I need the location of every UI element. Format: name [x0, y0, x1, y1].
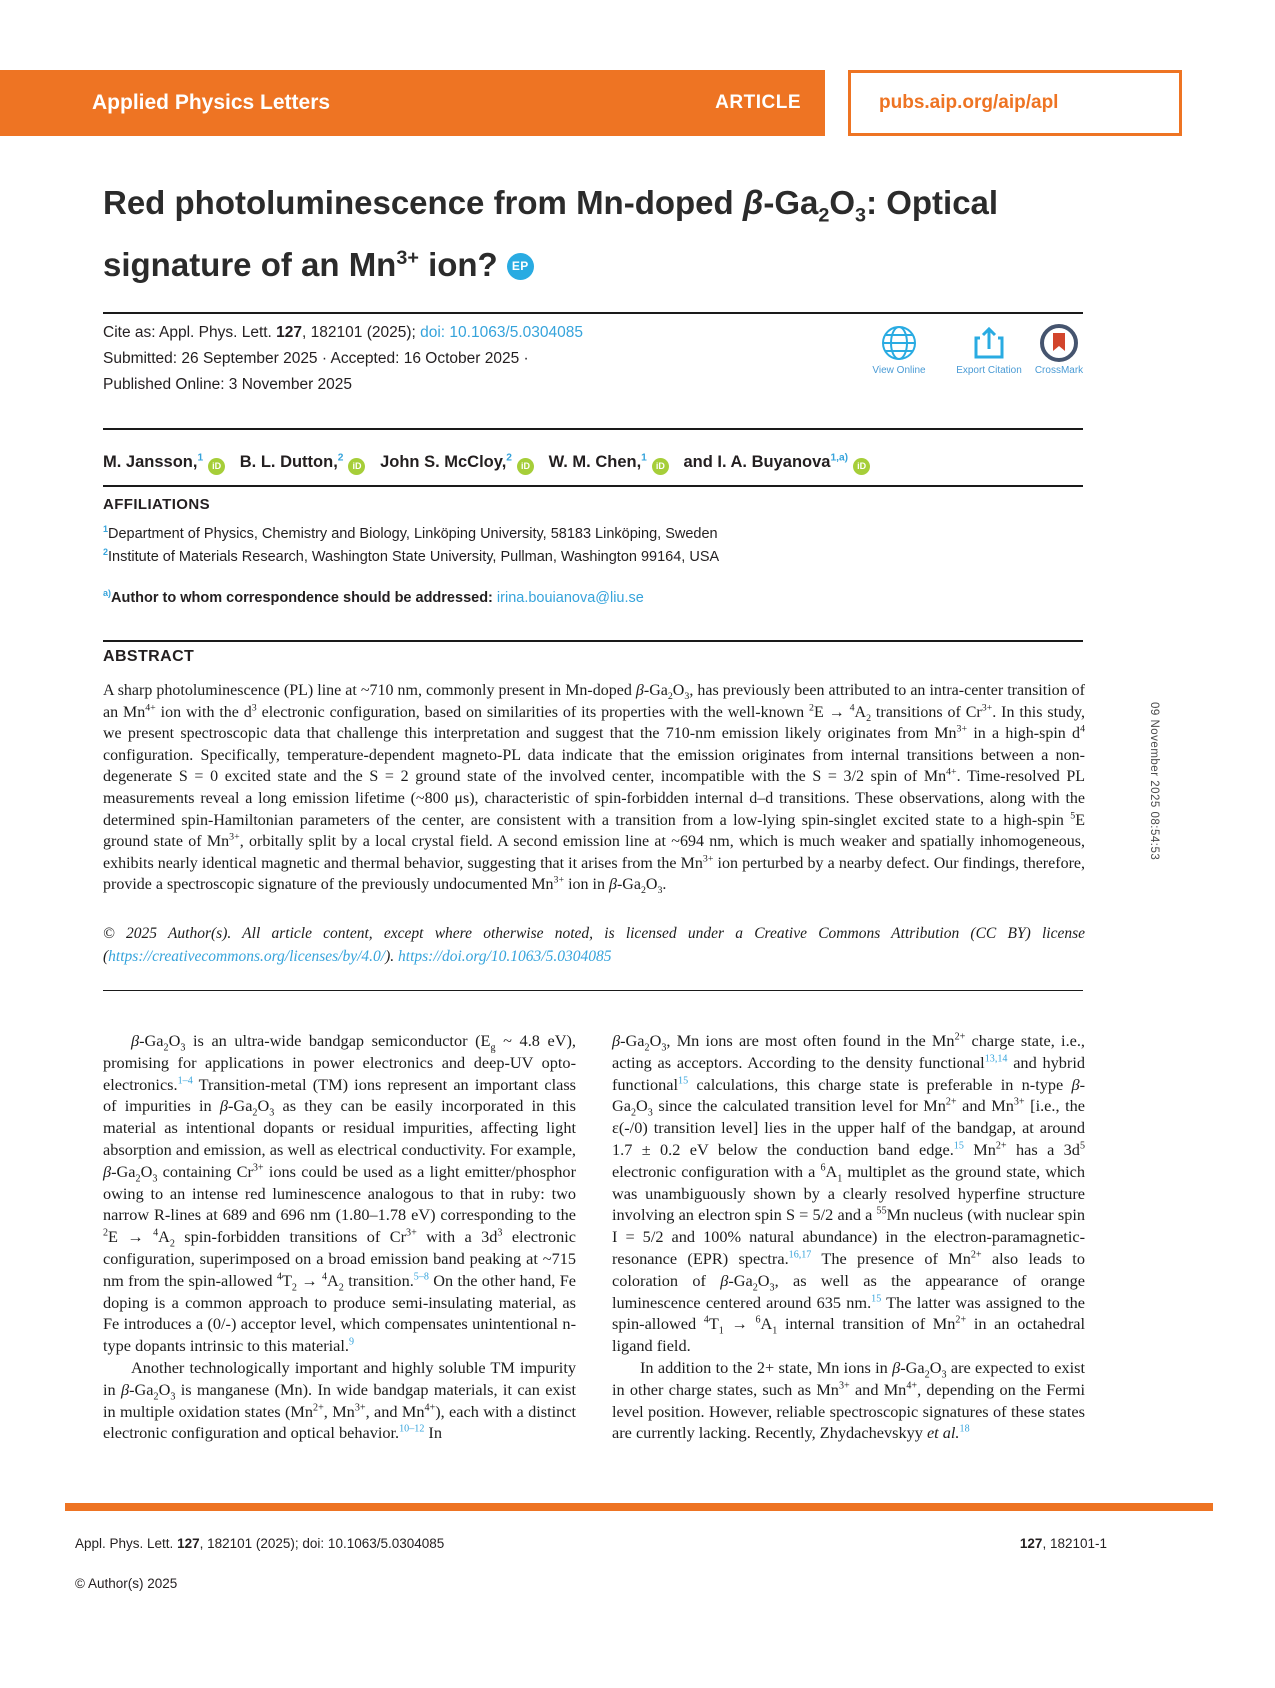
ep-badge-icon[interactable]: EP: [507, 253, 534, 280]
orcid-icon[interactable]: [652, 458, 669, 475]
view-online-label: View Online: [872, 365, 926, 376]
orcid-icon[interactable]: [208, 458, 225, 475]
journal-banner: [0, 70, 825, 136]
affiliations-heading: AFFILIATIONS: [103, 496, 211, 513]
email-link[interactable]: irina.bouianova@liu.se: [496, 590, 644, 606]
author-name: John S. McCloy,$^2$: [380, 452, 512, 471]
author-name: W. M. Chen,$^1$: [548, 452, 647, 471]
crossmark-label: CrossMark: [1034, 365, 1084, 376]
crossmark-button[interactable]: [1026, 324, 1092, 376]
article-type-label: ARTICLE: [715, 92, 801, 113]
license-text: © 2025 Author(s). All article content, except where otherwise noted, is licensed under a Creative Commons Attribution (CC BY) license (https://creativecommons.org/licenses/by/4.0/). https://doi.org/10.1063/5.0304085: [103, 925, 1085, 965]
download-timestamp: 09 November 2025 08:54:53: [1148, 702, 1160, 861]
author-name: and I. A. Buyanova$^{1,a)}$: [683, 452, 849, 471]
divider: [103, 485, 1083, 487]
view-online-button[interactable]: [858, 324, 940, 376]
doi-link[interactable]: doi: 10.1063/5.0304085: [420, 324, 584, 341]
publisher-url-box: [848, 70, 1182, 136]
author-name: M. Jansson,$^1$: [103, 452, 204, 471]
affiliation-item: $^1$Department of Physics, Chemistry and Biology, Linköping University, 58183 Linköping, Sweden: [103, 524, 718, 542]
body-paragraph: $\beta-Ga_2O_3$ is an ultra-wide bandgap semiconductor ($E_g$ ~ 4.8 eV), promising for applications in power electronics and deep-UV opto-electronics.$^{1-4}$ Transition-metal (TM) ions represent an important class of impurities in $\beta-Ga_2O_3$ as they can be easily incorporated in this material as intentional dopants or residual impurities, affecting light absorption and emission, as well as electrical conductivity. For example, $\beta-Ga_2O_3$ containing $Cr^{3+}$ ions could be used as a light emitter/phosphor owing to an intense red luminescence analogous to that in ruby: two narrow R-lines at 689 and 696 nm (1.80–1.78 eV) corresponding to the $^2E \to ^4A_2$ spin-forbidden transitions of $Cr^{3+}$ with a $3d^3$ electronic configuration, superimposed on a broad emission band peaking at ~715 nm from the spin-allowed $^4T_2 \to ^4A_2$ transition.$^{5-8}$ On the other hand, Fe doping is a common approach to produce semi-insulating material, as Fe introduces a (0/-) acceptor level, which compensates unintentional n-type dopants intrinsic to this material.$^9$: [103, 1031, 577, 1356]
body-paragraph: In addition to the 2+ state, Mn ions in $\beta-Ga_2O_3$ are expected to exist in other charge states, such as $Mn^{3+}$ and $Mn^{4+}$, depending on the Fermi level position. However, reliable spectroscopic signatures of these states are currently lacking. Recently, Zhydachevskyy et al.$^{18}$: [612, 1357, 1086, 1443]
article-body: [103, 1030, 1085, 1444]
affiliation-item: $^2$Institute of Materials Research, Washington State University, Pullman, Washington 99164, USA: [103, 547, 720, 565]
divider: [103, 428, 1083, 430]
export-icon: [970, 324, 1008, 362]
orcid-icon[interactable]: [853, 458, 870, 475]
cite-as-line: Cite as: Appl. Phys. Lett. 127, 182101 (2025); doi: 10.1063/5.0304085: [103, 324, 584, 341]
body-paragraph: $\beta-Ga_2O_3$, Mn ions are most often found in the $Mn^{2+}$ charge state, i.e., acting as acceptors. According to the density functional$^{13,14}$ and hybrid functional$^{15}$ calculations, this charge state is preferable in n-type $\beta-Ga_2O_3$ since the calculated transition level for $Mn^{2+}$ and $Mn^{3+}$ [i.e., the ε(-/0) transition level] lies in the upper half of the bandgap, at around 1.7 ± 0.2 eV below the conduction band edge.$^{15}$ $Mn^{2+}$ has a $3d^5$ electronic configuration with a $^6A_1$ multiplet as the ground state, which was unambiguously shown by a clearly resolved hyperfine structure involving an electron spin S = 5/2 and a $^{55}$Mn nucleus (with nuclear spin I = 5/2 and 100% natural abundance) in the electron-paramagnetic-resonance (EPR) spectra.$^{16,17}$ The presence of $Mn^{2+}$ also leads to coloration of $\beta-Ga_2O_3$, as well as the appearance of orange luminescence centered around 635 nm.$^{15}$ The latter was assigned to the spin-allowed $^4T_1 \to ^6A_1$ internal transition of $Mn^{2+}$ in an octahedral ligand field.: [612, 1031, 1086, 1356]
affiliations-list: [103, 523, 719, 569]
footer-page-number: 127, 182101-1: [1019, 1536, 1107, 1551]
doi-url-link[interactable]: https://doi.org/10.1063/5.0304085: [398, 948, 612, 965]
orcid-icon[interactable]: [517, 458, 534, 475]
crossmark-icon: [1040, 324, 1078, 362]
right-column: [612, 1030, 1085, 1444]
divider: [103, 312, 1083, 314]
publisher-url-link[interactable]: pubs.aip.org/aip/apl: [879, 92, 1059, 113]
divider: [103, 990, 1083, 991]
orcid-icon[interactable]: [348, 458, 365, 475]
author-name: B. L. Dutton,$^2$: [239, 452, 344, 471]
correspondence-note: $^{a)}$Author to whom correspondence should be addressed: irina.bouianova@liu.se: [103, 588, 644, 606]
title-text: Red photoluminescence from Mn-doped $\beta-Ga_2O_3$: Optical signature of an $Mn^{3+}$ ion?: [103, 184, 999, 283]
divider: [103, 640, 1083, 642]
abstract-heading: ABSTRACT: [103, 648, 195, 665]
footer-accent-bar: [65, 1503, 1213, 1511]
footer-copyright: © Author(s) 2025: [75, 1576, 178, 1591]
abstract-text: A sharp photoluminescence (PL) line at ~710 nm, commonly present in Mn-doped $\beta-Ga_2O_3$, has previously been attributed to an intra-center transition of an $Mn^{4+}$ ion with the $d^3$ electronic configuration, based on similarities of its properties with the well-known $^2E \to ^4A_2$ transitions of $Cr^{3+}$. In this study, we present spectroscopic data that challenge this interpretation and suggest that the 710-nm emission likely originates from $Mn^{3+}$ in a high-spin $d^4$ configuration. Specifically, temperature-dependent magneto-PL data indicate that the emission originates from internal transitions between a non-degenerate S = 0 excited state and the S = 2 ground state of the involved center, incompatible with the S = 3/2 spin of $Mn^{4+}$. Time-resolved PL measurements reveal a long emission lifetime (~800 μs), characteristic of spin-forbidden internal d–d transitions. These observations, along with the determined spin-Hamiltonian parameters of the center, are consistent with a transition from a low-lying spin-singlet excited state to a high-spin $^5$E ground state of $Mn^{3+}$, orbitally split by a local crystal field. A second emission line at ~694 nm, which is much weaker and spatially inhomogeneous, exhibits nearly identical magnetic and thermal behavior, suggesting that it arises from the $Mn^{3+}$ ion perturbed by a nearby defect. Our findings, therefore, provide a spectroscopic signature of the previously undocumented $Mn^{3+}$ ion in $\beta-Ga_2O_3$.: [103, 682, 1086, 897]
export-citation-label: Export Citation: [956, 365, 1022, 376]
body-paragraph: Another technologically important and highly soluble TM impurity in $\beta-Ga_2O_3$ is manganese (Mn). In wide bandgap materials, it can exist in multiple oxidation states ($Mn^{2+}$, $Mn^{3+}$, and $Mn^{4+}$), each with a distinct electronic configuration and optical behavior.$^{10-12}$ In: [103, 1357, 577, 1443]
published-line: Published Online: 3 November 2025: [103, 376, 353, 393]
journal-name: Applied Physics Letters: [92, 91, 331, 114]
citation-block: [103, 320, 583, 398]
page-title: [103, 182, 1113, 286]
cc-license-link[interactable]: https://creativecommons.org/licenses/by/4.0/: [108, 948, 386, 965]
submitted-line: Submitted: 26 September 2025 · Accepted: 16 October 2025 ·: [103, 350, 529, 367]
footer-citation-row: [75, 1536, 1107, 1551]
left-column: [103, 1030, 576, 1444]
globe-icon: [880, 324, 918, 362]
author-list: [103, 447, 1103, 477]
export-citation-button[interactable]: [944, 324, 1034, 376]
footer-citation: Appl. Phys. Lett. 127, 182101 (2025); doi: 10.1063/5.0304085: [75, 1536, 445, 1551]
